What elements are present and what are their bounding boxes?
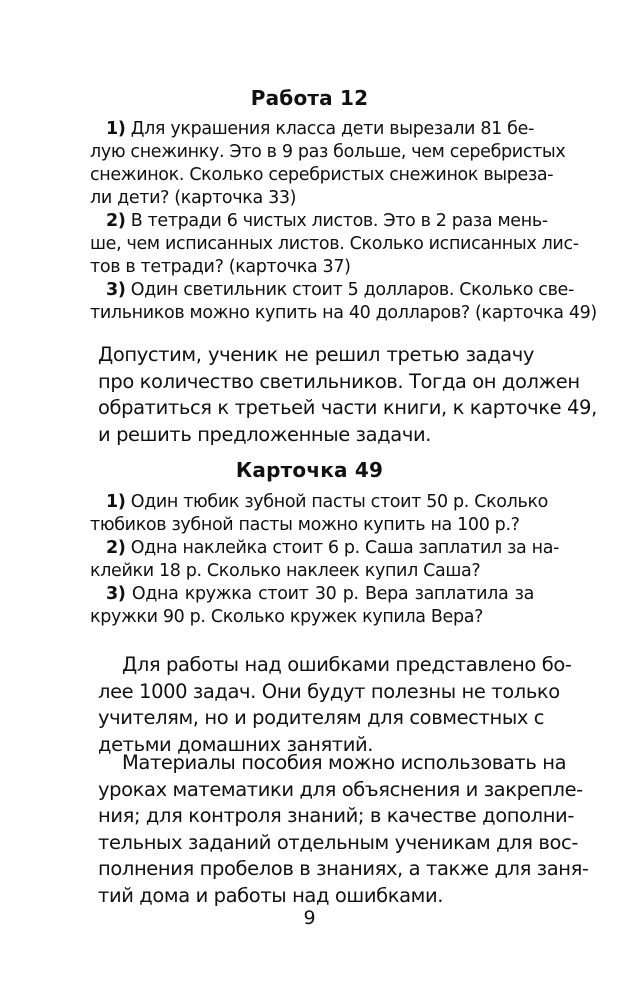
section-title-rabota-12: Работа 12 [250,86,369,110]
task-list-kartochka-49 [90,491,560,629]
task-number: 3) [106,584,126,604]
paragraph-task-count [98,652,572,758]
paragraph-line: ния; для контроля знаний; в качестве дополни- [98,804,574,827]
section-title-kartochka-49: Карточка 49 [235,458,384,482]
paragraph-explanation [98,342,597,448]
task-line: 2) Одна наклейка стоит 6 р. Саша заплатил за на- [106,538,560,558]
page-number: 9 [303,907,316,929]
task-item [90,279,597,325]
task-item [90,537,560,583]
task-number: 3) [106,280,126,300]
task-line: кружки 90 р. Сколько кружек купила Вера? [90,607,484,627]
task-number: 2) [106,211,126,231]
task-line: 3) Одна кружка стоит 30 р. Вера заплатила за [106,584,534,604]
paragraph-line: обратиться к третьей части книги, к карточке 49, [98,396,597,419]
task-line: ше, чем исписанных листов. Сколько исписанных лис- [90,234,579,254]
task-number: 1) [106,119,126,139]
task-list-rabota-12 [90,118,597,325]
task-item [90,210,579,279]
task-item [90,118,566,210]
task-line: лую снежинку. Это в 9 раз больше, чем серебристых [90,142,566,162]
paragraph-line: и решить предложенные задачи. [98,422,432,446]
paragraph-line: Материалы пособия можно использовать на [122,751,567,774]
task-line: 3) Один светильник стоит 5 долларов. Сколько све- [106,280,574,300]
paragraph-line: Для работы над ошибками представлено бо- [122,653,572,676]
task-item [90,491,549,537]
paragraph-line: про количество светильников. Тогда он должен [98,369,580,393]
task-item [90,583,534,629]
paragraph-line: тий дома и работы над ошибками. [98,883,444,907]
task-line: ли дети? (карточка 33) [90,188,297,208]
task-line: 1) Для украшения класса дети вырезали 81 бе- [106,119,534,139]
paragraph-line: учителям, но и родителям для совместных с [98,706,545,729]
task-line: снежинок. Сколько серебристых снежинок выреза- [90,165,554,185]
paragraph-line: лее 1000 задач. Они будут полезны не только [98,679,560,703]
paragraph-materials-usage [98,750,589,909]
task-line: тов в тетради? (карточка 37) [90,257,351,277]
task-line: 1) Один тюбик зубной пасты стоит 50 р. Сколько [106,492,549,512]
task-line: тюбиков зубной пасты можно купить на 100 р.? [90,515,520,535]
paragraph-line: полнения пробелов в знаниях, а также для заня- [98,857,589,880]
task-line: 2) В тетради 6 чистых листов. Это в 2 раза мень- [106,211,548,231]
task-line: клейки 18 р. Сколько наклеек купил Саша? [90,561,481,581]
paragraph-line: детьми домашних занятий. [98,732,374,756]
task-line: тильников можно купить на 40 долларов? (карточка 49) [90,303,597,323]
task-number: 1) [106,492,126,512]
paragraph-line: тельных заданий отдельным ученикам для вос- [98,830,578,854]
paragraph-line: Допустим, ученик не решил третью задачу [98,343,534,366]
task-number: 2) [106,538,126,558]
paragraph-line: уроках математики для объяснения и закрепле- [98,777,583,801]
